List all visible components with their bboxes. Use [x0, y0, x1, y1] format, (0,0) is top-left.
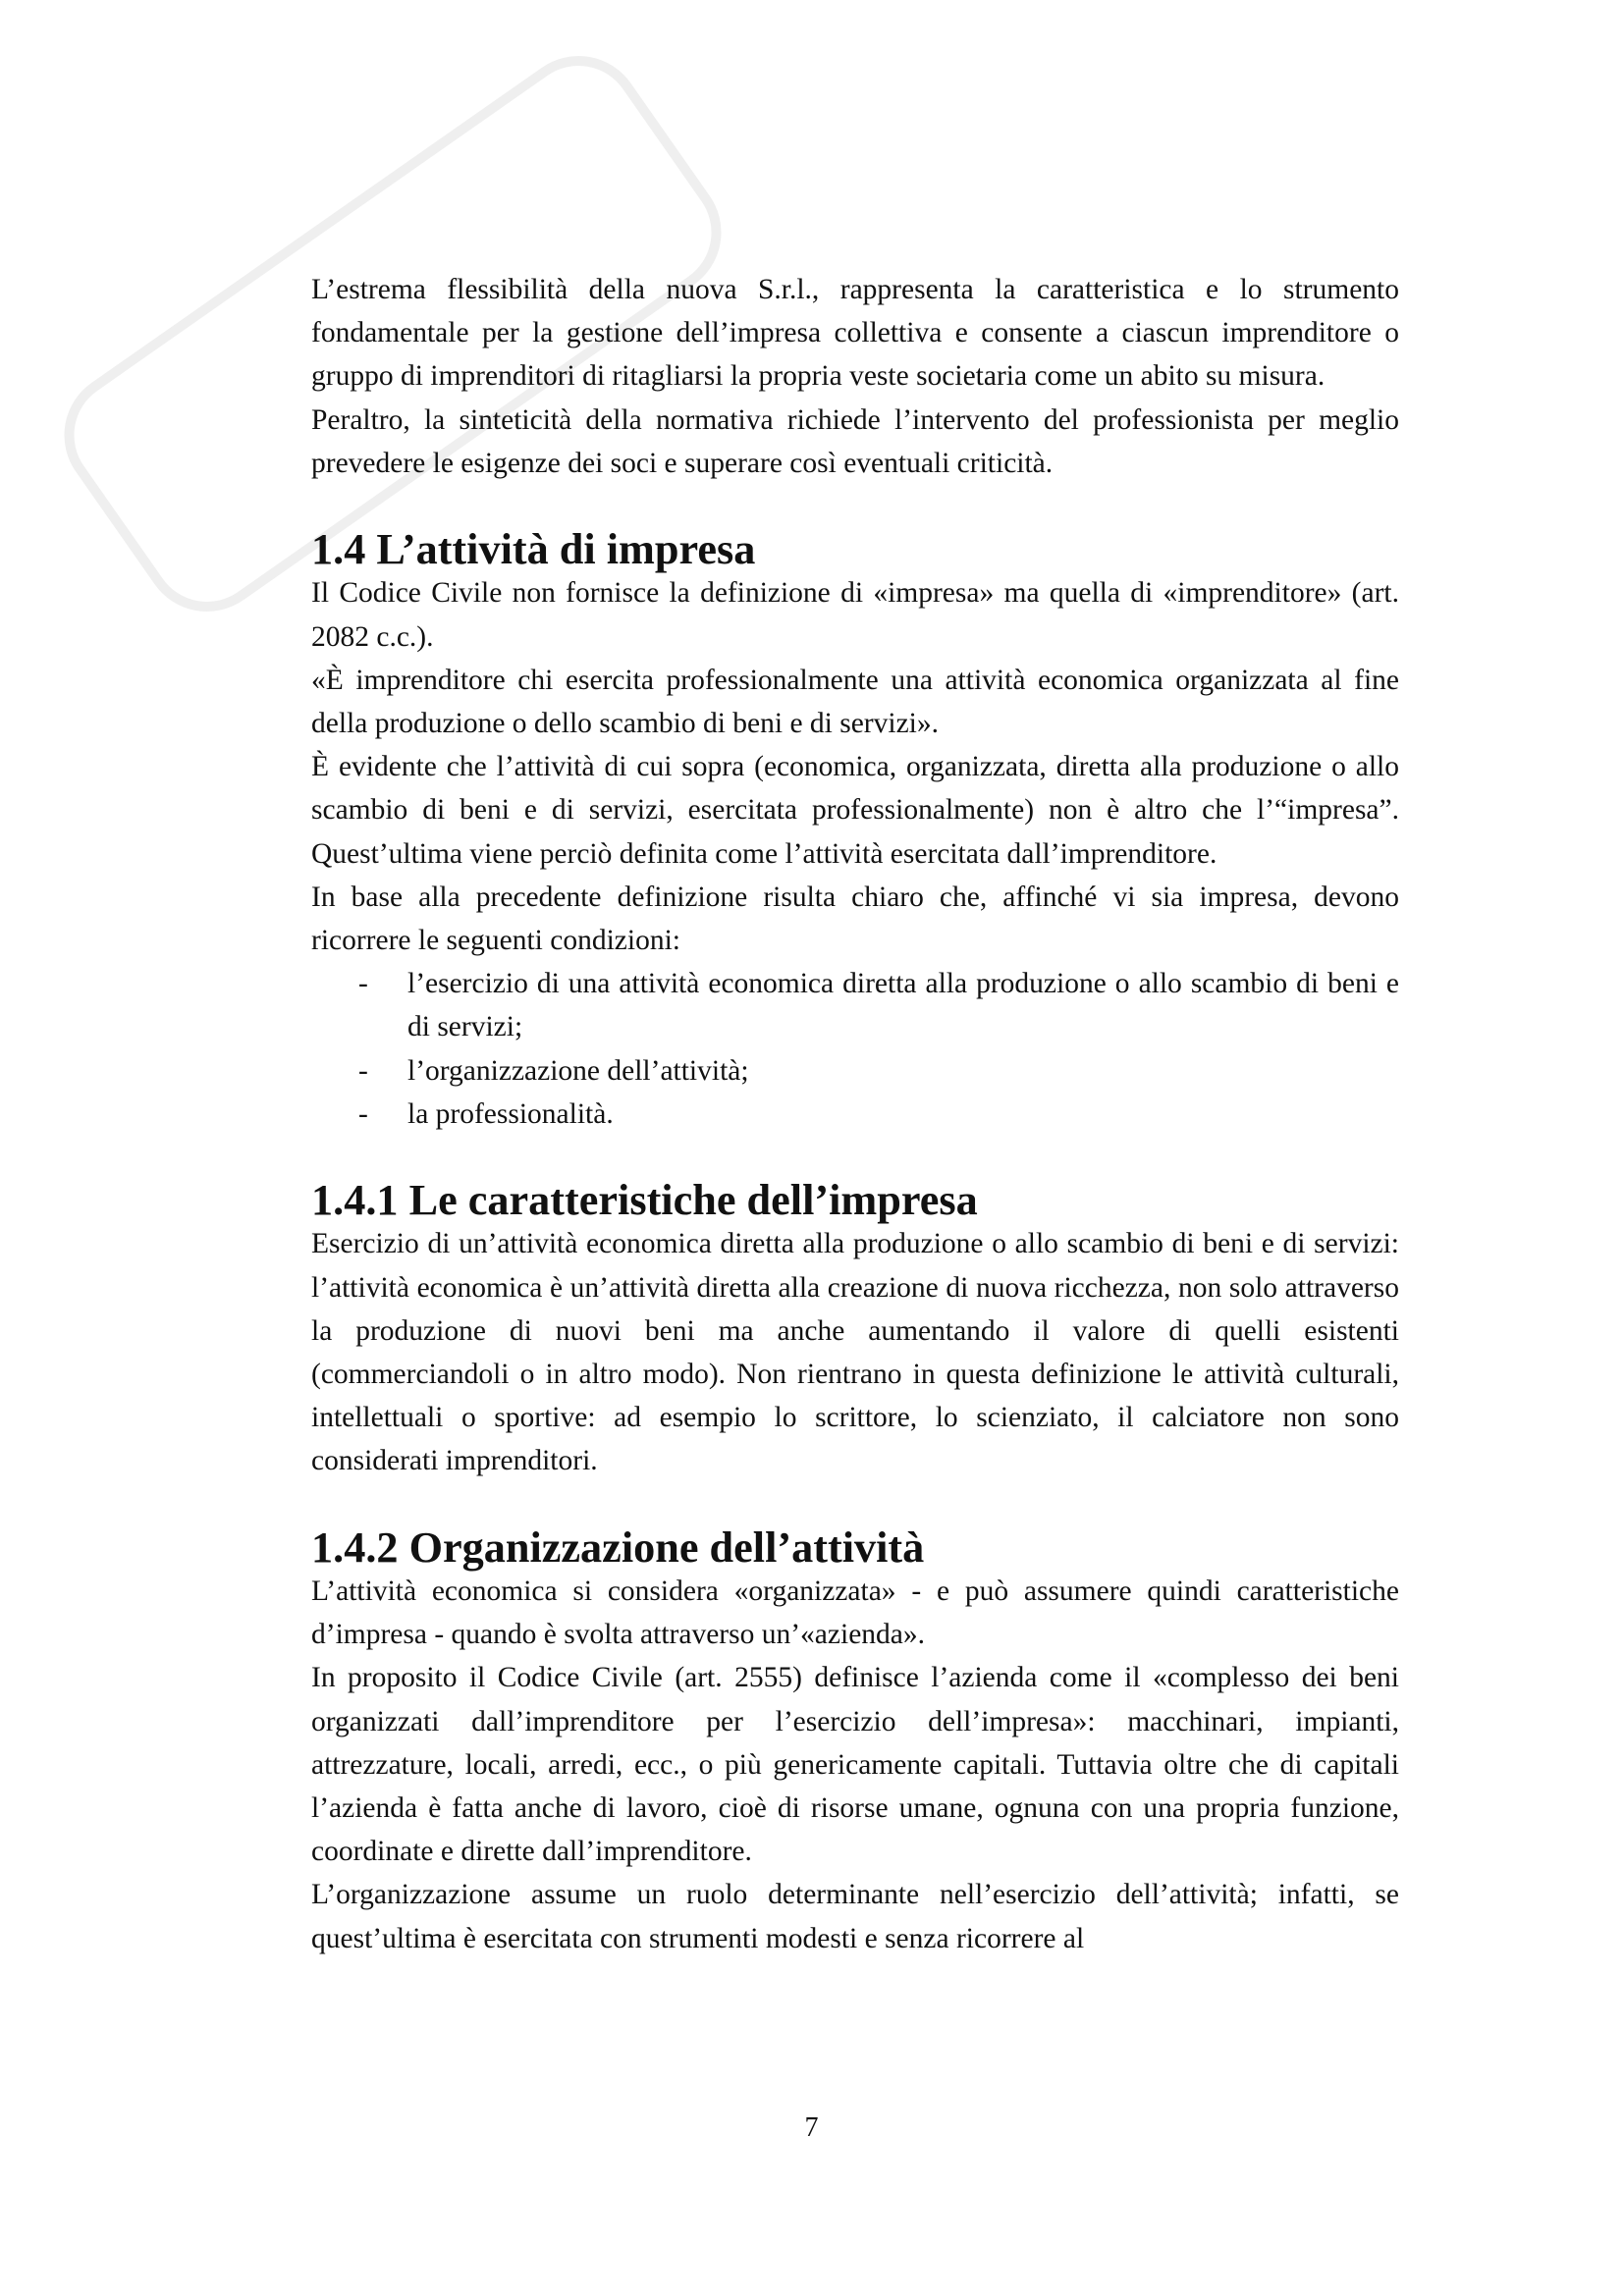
list-item-text: l’organizzazione dell’attività;	[407, 1054, 749, 1087]
section-1-4-paragraph-3: È evidente che l’attività di cui sopra (economica, organizzata, diretta alla produzione o allo scambio di beni e di servizi, esercitata professionalmente) non è altro che l’“impresa”. Quest’ultima viene perciò definita come l’attività esercitata dall’imprenditore.	[311, 751, 1399, 870]
spacer	[311, 1483, 1399, 1526]
list-dash: -	[358, 968, 368, 1000]
list-item	[311, 1049, 1399, 1093]
section-1-4-2-paragraph-1: L’attività economica si considera «organizzata» - e può assumere quindi caratteristiche d’impresa - quando è svolta attraverso un’«azienda».	[311, 1575, 1399, 1651]
section-heading-1-4: 1.4 L’attività di impresa	[311, 525, 756, 574]
page-content	[311, 268, 1399, 1960]
page-number: 7	[804, 2112, 819, 2143]
section-1-4-1-paragraph-1: Esercizio di un’attività economica diretta alla produzione o allo scambio di beni e di servizi: l’attività economica è un’attività diretta alla creazione di nuova ricchezza, non solo attraverso la produzione di nuovi beni ma anche aumentando il valore di quelli esistenti (commerciandoli o in altro modo). Non rientrano in questa definizione le attività culturali, intellettuali o sportive: ad esempio lo scrittore, lo scienziato, il calciatore non sono considerati imprenditori.	[311, 1228, 1399, 1477]
list-item-text: l’esercizio di una attività economica diretta alla produzione o allo scambio di beni e di servizi;	[407, 968, 1399, 1043]
intro-paragraph-1: L’estrema flessibilità della nuova S.r.l., rappresenta la caratteristica e lo strumento fondamentale per la gestione dell’impresa collettiva e consente a ciascun imprenditore o gruppo di imprenditori di ritagliarsi la propria veste societaria come un abito su misura.	[311, 274, 1399, 393]
conditions-list	[311, 962, 1399, 1136]
list-item	[311, 962, 1399, 1048]
list-dash: -	[358, 1097, 368, 1130]
section-1-4-paragraph-4: In base alla precedente definizione risulta chiaro che, affinché vi sia impresa, devono ricorrere le seguenti condizioni:	[311, 881, 1399, 957]
section-1-4-paragraph-1: Il Codice Civile non fornisce la definizione di «impresa» ma quella di «imprenditore» (art. 2082 c.c.).	[311, 577, 1399, 653]
intro-paragraph-2: Peraltro, la sinteticità della normativa richiede l’intervento del professionista per meglio prevedere le esigenze dei soci e superare così eventuali criticità.	[311, 403, 1399, 479]
section-heading-1-4-2: 1.4.2 Organizzazione dell’attività	[311, 1522, 925, 1572]
list-item	[311, 1093, 1399, 1136]
list-item-text: la professionalità.	[407, 1097, 614, 1130]
section-heading-1-4-1: 1.4.1 Le caratteristiche dell’impresa	[311, 1176, 978, 1225]
spacer	[311, 1136, 1399, 1179]
section-1-4-2-paragraph-2: In proposito il Codice Civile (art. 2555) definisce l’azienda come il «complesso dei beni organizzati dall’imprenditore per l’esercizio dell’impresa»: macchinari, impianti, attrezzature, locali, arredi, ecc., o più genericamente capitali. Tuttavia oltre che di capitali l’azienda è fatta anche di lavoro, cioè di risorse umane, ognuna con una propria funzione, coordinate e dirette dall’imprenditore.	[311, 1662, 1399, 1868]
section-1-4-2-paragraph-3: L’organizzazione assume un ruolo determinante nell’esercizio dell’attività; infatti, se quest’ultima è esercitata con strumenti modesti e senza ricorrere al	[311, 1879, 1399, 1954]
list-dash: -	[358, 1054, 368, 1087]
spacer	[311, 485, 1399, 528]
section-1-4-paragraph-2: «È imprenditore chi esercita professionalmente una attività economica organizzata al fine della produzione o dello scambio di beni e di servizi».	[311, 664, 1399, 740]
